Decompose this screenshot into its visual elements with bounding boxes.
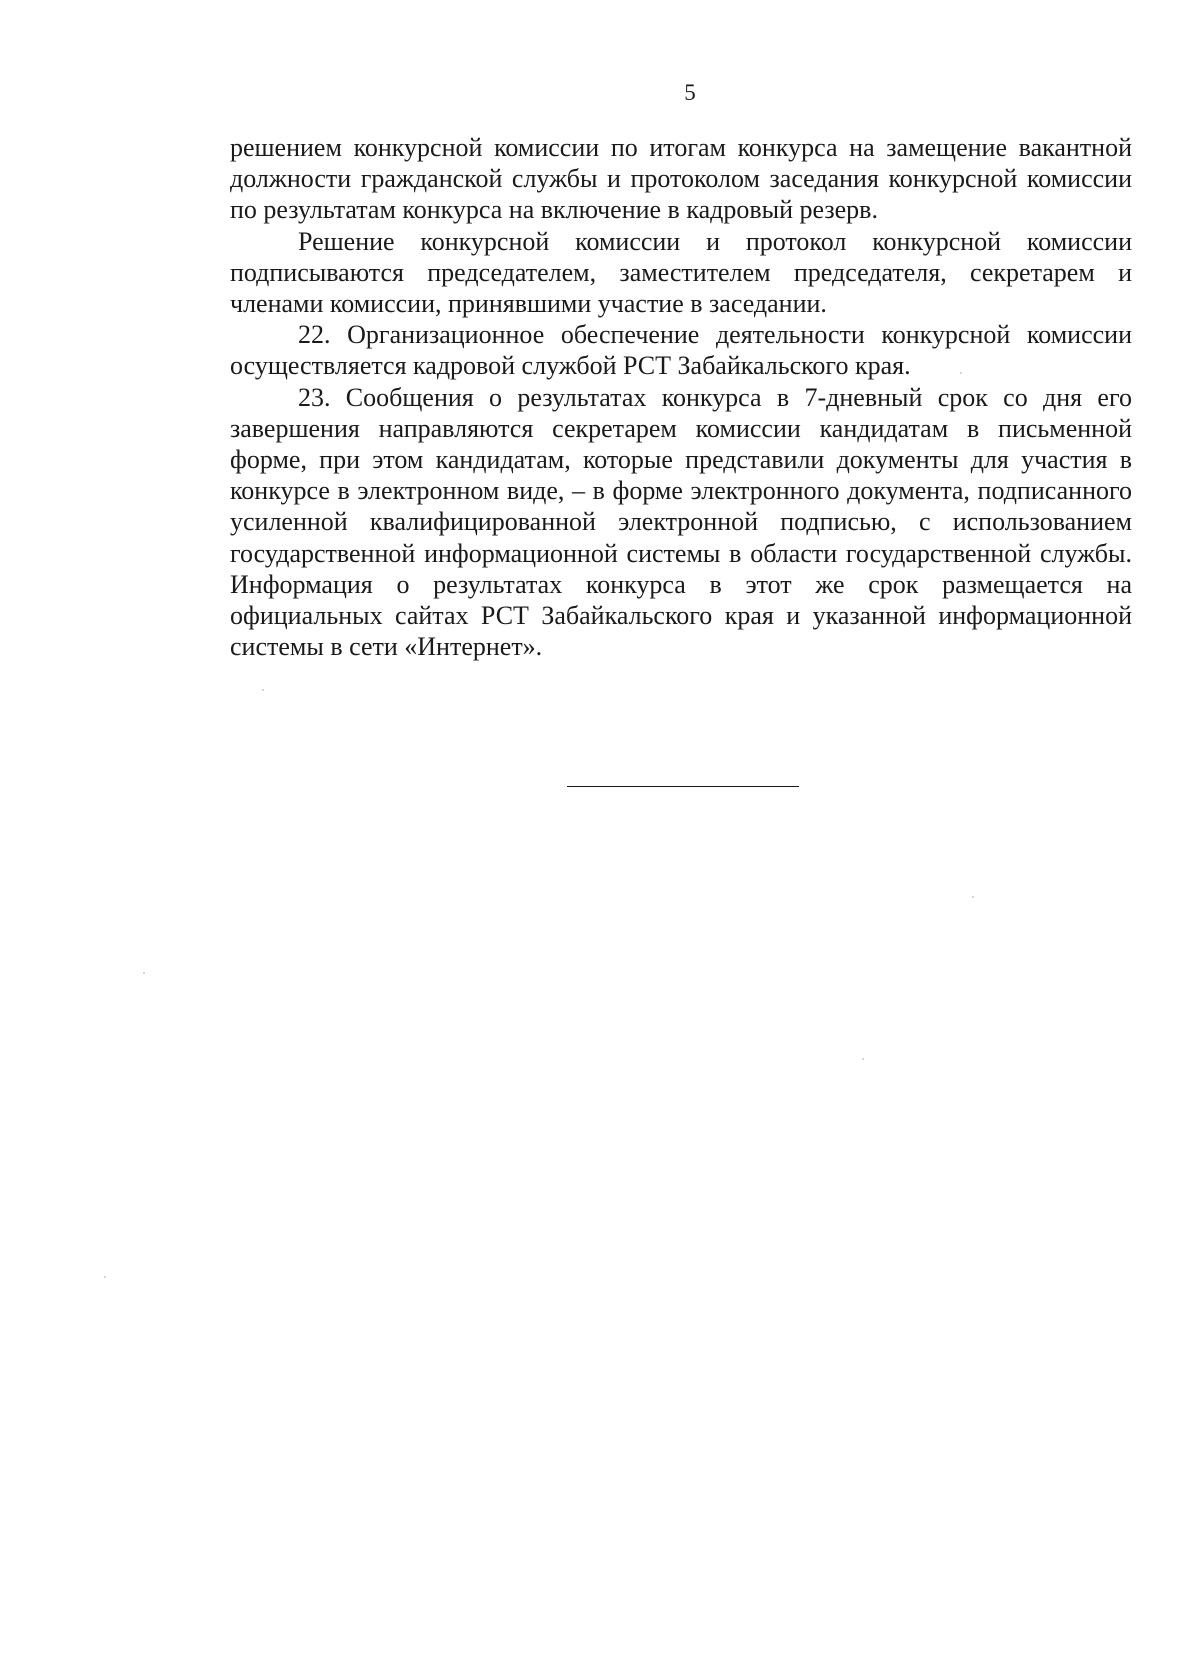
scan-speck	[262, 689, 264, 691]
scan-speck	[960, 372, 962, 374]
page-number: 5	[684, 80, 696, 105]
paragraph-item-22: 22. Организационное обеспечение деятельности конкурсной комиссии осуществляется кадровой службой РСТ Забайкальского края.	[230, 320, 1132, 381]
scan-speck	[143, 972, 145, 974]
document-body	[230, 132, 1132, 662]
scan-speck	[862, 1058, 864, 1060]
scan-speck	[104, 1276, 106, 1278]
scan-speck	[972, 896, 974, 898]
paragraph-item-23: 23. Сообщения о результатах конкурса в 7-дневный срок со дня его завершения направляются секретарем комиссии кандидатам в письменной форме, при этом кандидатам, которые представили документы для участия в конкурсе в электронном виде, – в форме электронного документа, подписанного усиленной квалифицированной электронной подписью, с использованием государственной информационной системы в области государственной службы. Информация о результатах конкурса в этот же срок размещается на официальных сайтах РСТ Забайкальского края и указанной информационной системы в сети «Интернет».	[230, 382, 1132, 662]
paragraph-continuation: решением конкурсной комиссии по итогам конкурса на замещение вакантной должности гражданской службы и протоколом заседания конкурсной комиссии по результатам конкурса на включение в кадровый резерв.	[230, 133, 1132, 225]
paragraph-signing: Решение конкурсной комиссии и протокол конкурсной комиссии подписываются председателем, заместителем председателя, секретарем и членами комиссии, принявшими участие в заседании.	[230, 226, 1132, 319]
end-of-text-rule	[567, 786, 799, 787]
